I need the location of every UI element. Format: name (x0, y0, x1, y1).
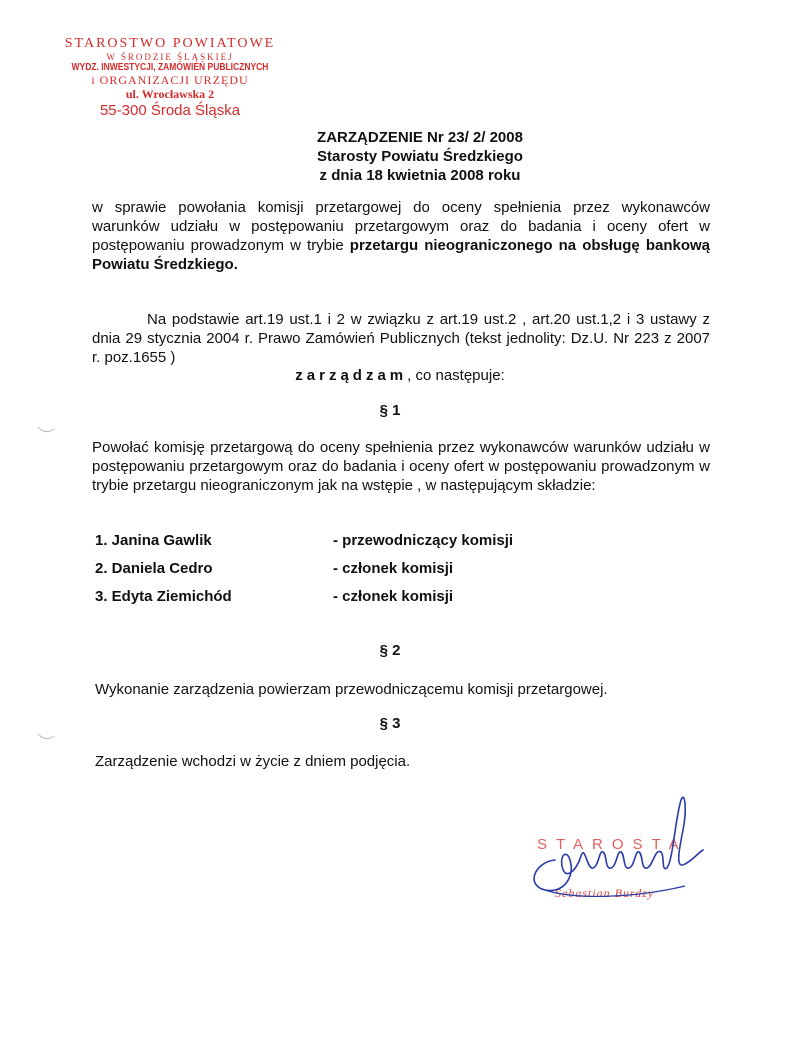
member-name: 1. Janina Gawlik (95, 532, 212, 549)
document-date: z dnia 18 kwietnia 2008 roku (319, 167, 521, 184)
member-role: - członek komisji (333, 560, 454, 577)
section-2-title: § 2 (379, 642, 401, 659)
section-3-title: § 3 (379, 715, 401, 732)
decree-rest: , co następuje: (407, 367, 505, 384)
stamp-line-5: ul. Wrocławska 2 (125, 86, 215, 101)
intro-bold-text: przetargu nieograniczonego na obsługę bankową Powiatu Średzkiego. (92, 237, 710, 273)
legal-basis-text: Na podstawie art.19 ust.1 i 2 w związku z art.19 ust.2 , art.20 ust.1,2 i 3 ustawy z dnia 29 stycznia 2004 r. Prawo Zamówień Publicznych (tekst jednolity: Dz.U. Nr 223 z 2007 r. poz.1655 ) (92, 311, 710, 366)
intro-paragraph (92, 198, 710, 274)
list-item (95, 588, 595, 616)
stamp-line-1: STAROSTWO POWIATOWE (64, 36, 276, 51)
punch-hole-mark (36, 732, 56, 742)
stamp-line-6: 55-300 Środa Śląska (99, 101, 241, 119)
stamp-line-2: W ŚRODZIE ŚLĄSKIEJ (106, 52, 234, 63)
office-stamp (60, 36, 280, 119)
list-item (95, 560, 595, 588)
section-2-text: Wykonanie zarządzenia powierzam przewodniczącemu komisji przetargowej. (95, 681, 608, 698)
signature-block (515, 790, 715, 920)
decree-word: zarządzam (295, 367, 408, 384)
member-role: - członek komisji (333, 588, 454, 605)
punch-hole-mark (36, 425, 56, 435)
starosta-stamp-title: STAROSTA (537, 836, 688, 853)
legal-basis-paragraph (92, 310, 710, 367)
section-3-text: Zarządzenie wchodzi w życie z dniem podjęcia. (95, 753, 411, 770)
intro-text: w sprawie powołania komisji przetargowej do oceny spełnienia przez wykonawców warunków udziału w postępowaniu przetargowym oraz do badania i oceny ofert w postępowaniu prowadzonym w trybie (92, 199, 710, 254)
document-title: ZARZĄDZENIE Nr 23/ 2/ 2008 (317, 129, 523, 146)
committee-members-list (95, 532, 595, 616)
starosta-stamp-name: Sebastian Burdzy (555, 886, 655, 900)
member-name: 3. Edyta Ziemichód (95, 588, 232, 605)
document-header (0, 128, 800, 185)
stamp-line-3: WYDZ. INWESTYCJI, ZAMÓWIEŃ PUBLICZNYCH (71, 62, 269, 74)
section-1-text: Powołać komisję przetargową do oceny spełnienia przez wykonawców warunków udziału w postępowaniu przetargowym oraz do badania i oceny ofert w postępowaniu prowadzonym w trybie przetargu nieograniczonym jak na wstępie , w następującym składzie: (92, 439, 710, 494)
stamp-line-4: i ORGANIZACJI URZĘDU (91, 72, 249, 87)
handwritten-signature (515, 790, 715, 920)
list-item (95, 532, 595, 560)
decree-line (0, 367, 800, 384)
member-name: 2. Daniela Cedro (95, 560, 213, 577)
section-1-title: § 1 (379, 402, 401, 419)
document-subtitle: Starosty Powiatu Średzkiego (317, 148, 523, 165)
member-role: - przewodniczący komisji (333, 532, 514, 549)
